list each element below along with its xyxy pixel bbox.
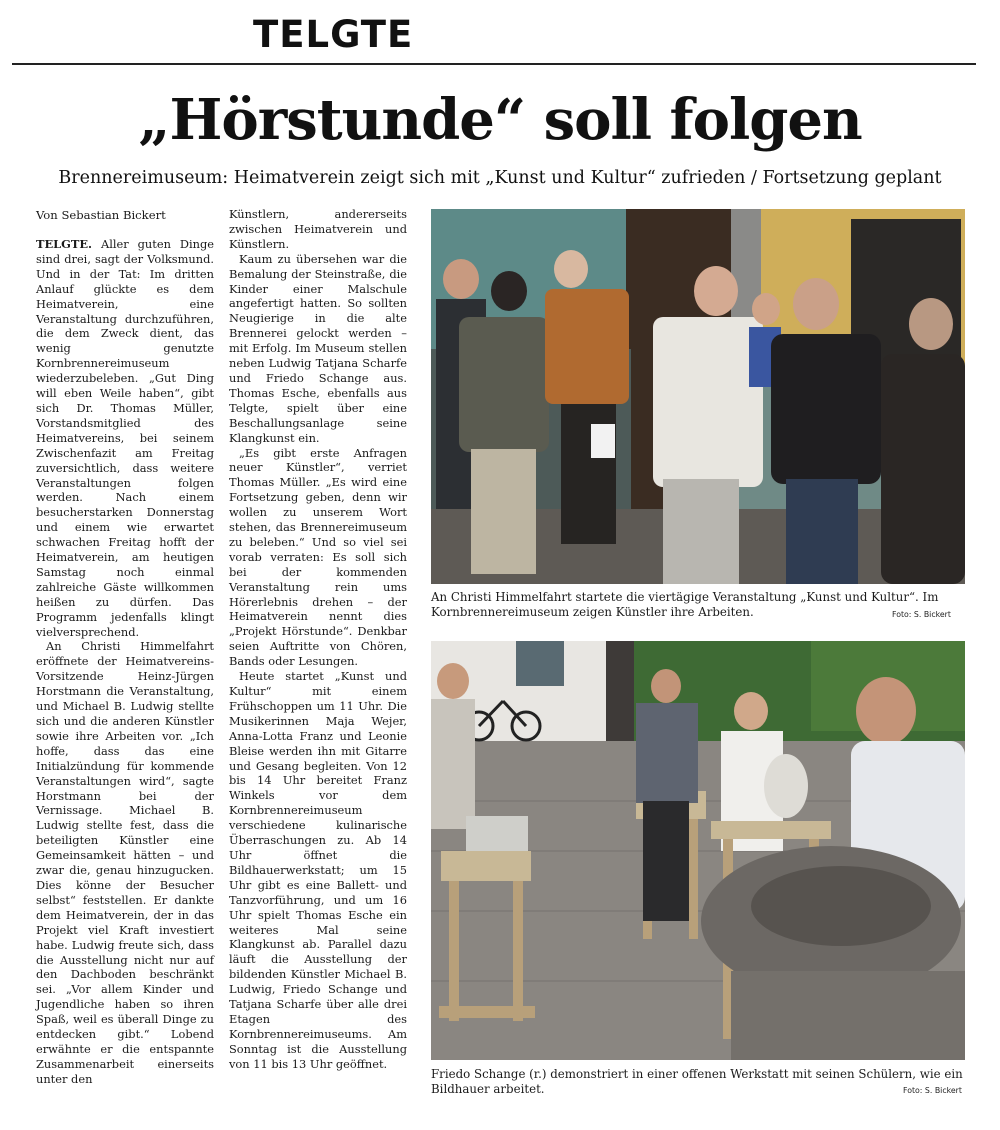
headline: „Hörstunde“ soll folgen [138, 87, 862, 153]
article-column-2 [229, 207, 407, 1072]
byline: Von Sebastian Bickert [36, 208, 166, 222]
photo-museum-visitors-caption: An Christi Himmelfahrt startete die viertägige Veranstaltung „Kunst und Kultur“. Im Kornbrennereimuseum zeigen Künstler ihre Arbeiten. [431, 590, 939, 619]
section-label: TELGTE [253, 13, 414, 56]
paragraph-5: „Es gibt erste Anfragen neuer Künstler“, verriet Thomas Müller. „Es wird eine Fortsetzung geben, denn wir wollen zu unserem Wort stehen, das Brennereimuseum zu beleben.“ Und so viel sei vorab verraten: Es soll sich bei der kommenden Veranstaltung rein ums Hörerlebnis drehen – der Heimatverein nennt dies „Projekt Hörstunde“. Denkbar seien Auftritte von Chören, Bands oder Lesungen. [229, 445, 407, 669]
photo-sculpture-workshop-caption: Friedo Schange (r.) demonstriert in einer offenen Werkstatt mit seinen Schülern, wie ein Bildhauer arbeitet. [431, 1067, 963, 1096]
photo-museum-visitors [431, 209, 965, 584]
subheadline: Brennereimuseum: Heimatverein zeigt sich mit „Kunst und Kultur“ zufrieden / Fortsetzung geplant [58, 168, 942, 188]
paragraph-2: An Christi Himmelfahrt eröffnete der Heimatvereins-Vorsitzende Heinz-Jürgen Horstmann die Veranstaltung, und Michael B. Ludwig stellte sich und die anderen Künstler sowie ihre Arbeiten vor. „Ich hoffe, dass das eine Initialzündung für kommende Veranstaltungen wird“, sagte Horstmann bei der Vernissage. Michael B. Ludwig stellte fest, dass die beteiligten Künstler eine Gemeinsamkeit hätten – und zwar die, genau hinzugucken. Dies könne der Besucher selbst“ feststellen. Er dankte dem Heimatverein, der in das Projekt viel Kraft investiert habe. Ludwig freute sich, dass die Ausstellung nicht nur auf den Dachboden beschränkt sei. „Vor allem Kinder und Jugendliche haben so ihren Spaß, weil es überall Dinge zu entdecken gibt.“ Lobend erwähnte er die entspannte Zusammenarbeit einerseits unter den [36, 639, 214, 1086]
photo-museum-visitors-credit: Foto: S. Bickert [892, 610, 951, 619]
paragraph-4: Kaum zu übersehen war die Bemalung der Steinstraße, die Kinder einer Malschule angefertigt hatten. So sollten Neugierige in die alte Brennerei gelockt werden – mit Erfolg. Im Museum stellen neben Ludwig Tatjana Scharfe und Friedo Schange aus. Thomas Esche, ebenfalls aus Telgte, spielt über eine Beschallungsanlage seine Klangkunst ein. [229, 251, 407, 445]
paragraph-1-text: Aller guten Dinge sind drei, sagt der Volksmund. Und in der Tat: Im dritten Anlauf glückte es dem Heimatverein, eine Veranstaltung durchzuführen, die dem Zweck dient, das wenig genutzte Kornbrennereimuseum wiederzubeleben. „Gut Ding will eben Weile haben“, gibt sich Dr. Thomas Müller, Vorstandsmitglied des Heimatvereins, bei seinem Zwischenfazit am Freitag zuversichtlich, dass weitere Veranstaltungen folgen werden. Nach einem besucherstarken Donnerstag und einem wie erwartet schwachen Freitag hofft der Heimatverein, am heutigen Samstag noch einmal zahlreiche Gäste willkommen heißen zu dürfen. Das Programm jedenfalls klingt vielversprechend. [36, 237, 214, 639]
photo-sculpture-workshop [431, 641, 965, 1060]
dateline: TELGTE. [36, 237, 93, 251]
paragraph-1 [36, 237, 214, 639]
section-rule [12, 63, 976, 65]
article-column-1 [36, 237, 214, 1087]
photo-sculpture-workshop-credit: Foto: S. Bickert [903, 1086, 962, 1095]
photo-museum-visitors-illustration [431, 209, 965, 584]
paragraph-3: Künstlern, andererseits zwischen Heimatverein und Künstlern. [229, 207, 407, 251]
photo-sculpture-workshop-illustration [431, 641, 965, 1060]
paragraph-6: Heute startet „Kunst und Kultur“ mit einem Frühschoppen um 11 Uhr. Die Musikerinnen Maja Wejer, Anna-Lotta Franz und Leonie Bleise werden ihn mit Gitarre und Gesang begleiten. Von 12 bis 14 Uhr bereitet Franz Winkels vor dem Kornbrennereimuseum verschiedene kulinarische Überraschungen zu. Ab 14 Uhr öffnet die Bildhauerwerkstatt; um 15 Uhr gibt es eine Ballett- und Tanzvorführung, und um 16 Uhr spielt Thomas Esche ein weiteres Mal seine Klangkunst ab. Parallel dazu läuft die Ausstellung der bildenden Künstler Michael B. Ludwig, Friedo Schange und Tatjana Scharfe über alle drei Etagen des Kornbrennereimuseums. Am Sonntag ist die Ausstellung von 11 bis 13 Uhr geöffnet. [229, 669, 407, 1071]
